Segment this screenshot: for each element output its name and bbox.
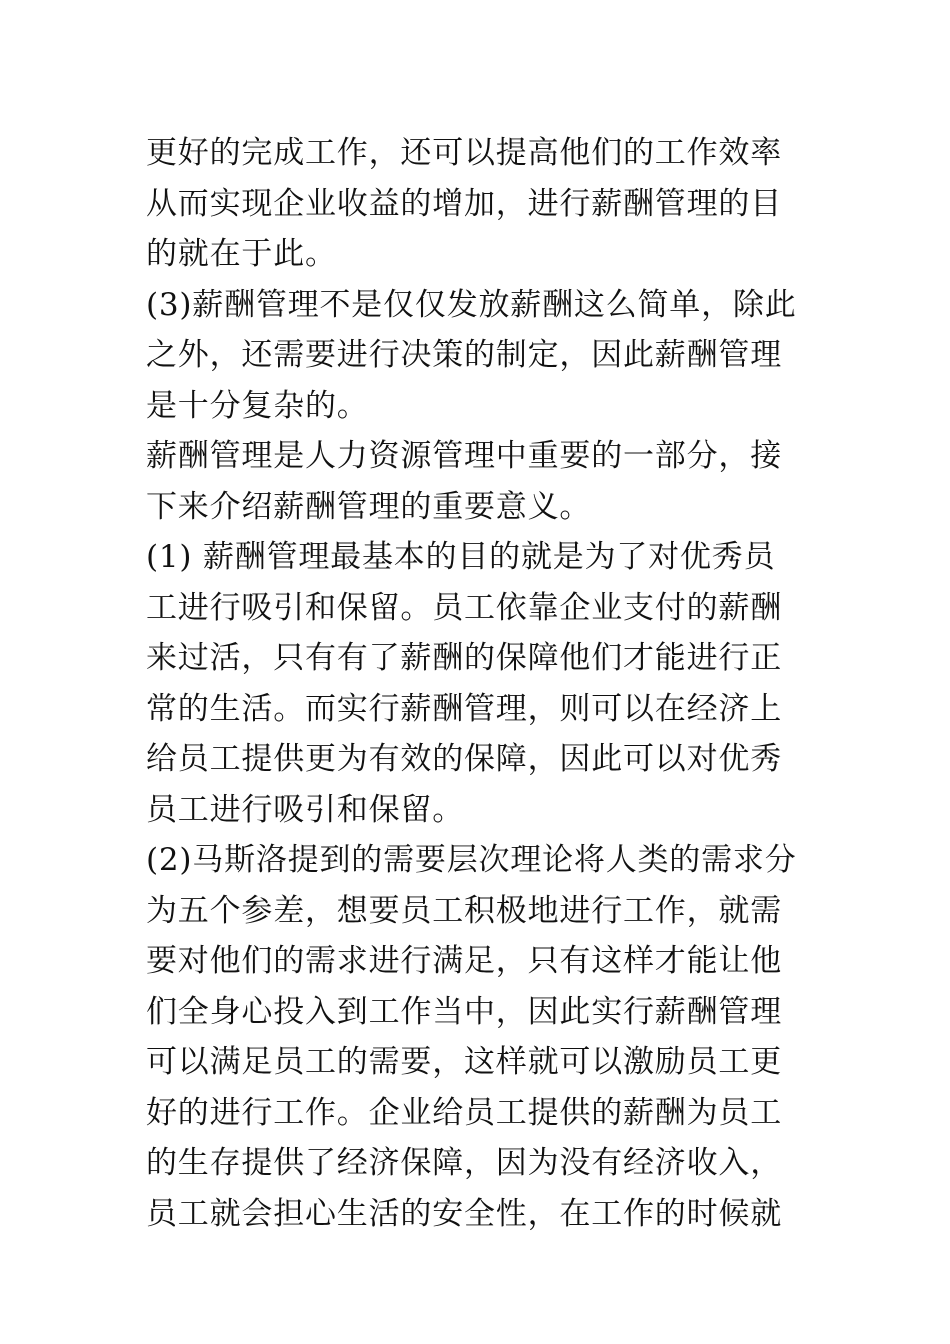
text-line: 员工就会担心生活的安全性，在工作的时候就 [146,1195,782,1232]
text-line: 要对他们的需求进行满足，只有这样才能让他 [146,943,782,979]
text-line: 从而实现企业收益的增加，进行薪酬管理的目 [146,185,782,222]
text-line: 好的进行工作。企业给员工提供的薪酬为员工 [146,1094,782,1131]
text-line: 的生存提供了经济保障，因为没有经济收入， [146,1145,782,1181]
text-line: (1) 薪酬管理最基本的目的就是为了对优秀员 [146,539,776,575]
text-line: 给员工提供更为有效的保障，因此可以对优秀 [146,741,782,777]
text-line: 更好的完成工作，还可以提高他们的工作效率 [146,135,782,171]
text-line: 是十分复杂的。 [146,387,369,424]
text-line: 常的生活。而实行薪酬管理，则可以在经济上 [146,690,782,727]
text-line: 来过活，只有有了薪酬的保障他们才能进行正 [146,640,782,676]
text-line: 的就在于此。 [146,236,337,272]
text-line: (3)薪酬管理不是仅仅发放薪酬这么简单，除此 [146,286,797,323]
text-line: 可以满足员工的需要，这样就可以激励员工更 [146,1044,782,1080]
text-line: 员工进行吸引和保留。 [146,791,464,828]
text-line: 工进行吸引和保留。员工依靠企业支付的薪酬 [146,589,782,626]
document-body [146,128,810,1239]
text-line: 们全身心投入到工作当中，因此实行薪酬管理 [146,993,782,1030]
text-line: (2)马斯洛提到的需要层次理论将人类的需求分 [146,842,797,878]
text-line: 为五个参差，想要员工积极地进行工作，就需 [146,892,782,929]
text-line: 薪酬管理是人力资源管理中重要的一部分，接 [146,438,782,474]
text-line: 下来介绍薪酬管理的重要意义。 [146,488,592,525]
text-line: 之外，还需要进行决策的制定，因此薪酬管理 [146,337,782,373]
